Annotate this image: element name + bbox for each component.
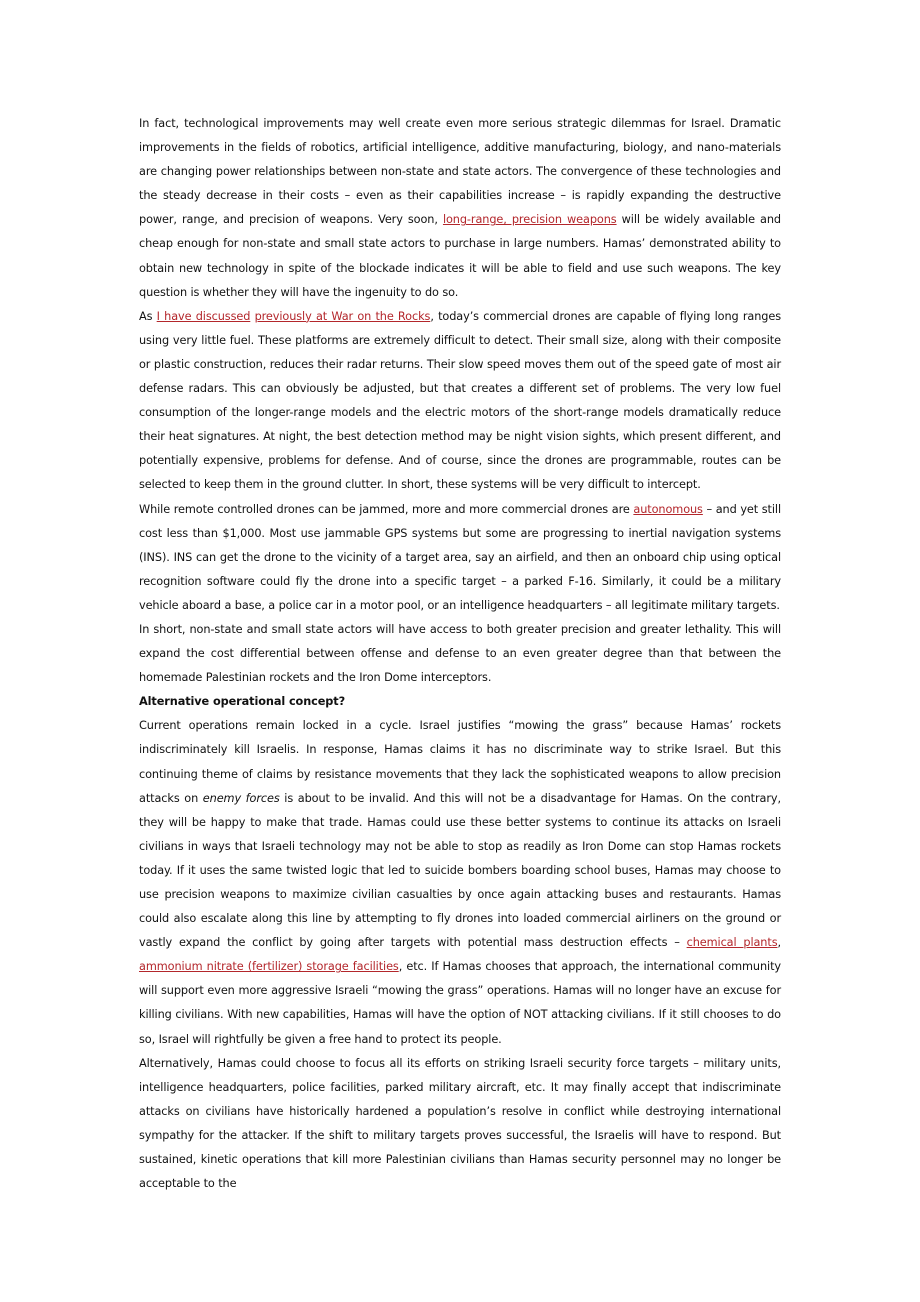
link-i-have-discussed[interactable]: I have discussed (156, 309, 251, 323)
paragraph-operations-cycle (139, 714, 781, 1051)
paragraph-text: , etc. If Hamas chooses that approach, the international community will support even more aggressive Israeli “mowing the grass” operations. Hamas will no longer have an excuse for killing civilians. With new capabilities, Hamas will have the option of NOT attacking civilians. If it still chooses to do so, Israel will rightfully be given a free hand to protect its people. (139, 960, 781, 1046)
paragraph-commercial-drones (139, 305, 781, 498)
paragraph-technology-dilemmas (139, 112, 781, 305)
link-war-on-the-rocks[interactable]: previously at War on the Rocks (254, 309, 431, 323)
paragraph-military-targets: Alternatively, Hamas could choose to focus all its efforts on striking Israeli security force targets – military units, intelligence headquarters, police facilities, parked military aircraft, etc. It may finally accept that indiscriminate attacks on civilians have historically hardened a population’s resolve in conflict while destroying international sympathy for the attacker. If the shift to military targets proves successful, the Israelis will have to respond. But sustained, kinetic operations that kill more Palestinian civilians than Hamas security personnel may no longer be acceptable to the (139, 1056, 781, 1191)
emphasis-enemy-forces: enemy forces (202, 791, 280, 805)
link-long-range-precision-weapons[interactable]: long-range, precision weapons (442, 213, 617, 227)
paragraph-text: is about to be invalid. And this will not be a disadvantage for Hamas. On the contrary, they will be happy to make that trade. Hamas could use these better systems to continue its attacks on Israeli civilians in ways that Israeli technology may not be able to stop as readily as Iron Dome can stop Hamas rockets today. If it uses the same twisted logic that led to suicide bombers boarding school buses, Hamas may choose to use precision weapons to maximize civilian casualties by once again attacking buses and restaurants. Hamas could also escalate along this line by attempting to fly drones into loaded commercial airliners on the ground or vastly expand the conflict by going after targets with potential mass destruction effects – (139, 791, 781, 950)
paragraph-text: Current operations remain locked in a cycle. Israel justifies “mowing the grass” because Hamas’ rockets indiscriminately kill Israelis. In response, Hamas claims it has no discriminate way to strike Israel. But this continuing theme of claims by resistance movements that they lack the sophisticated weapons to allow precision attacks on (139, 719, 781, 805)
paragraph-greater-lethality: In short, non-state and small state actors will have access to both greater precision and greater lethality. This will expand the cost differential between offense and defense to an even greater degree than that between the homemade Palestinian rockets and the Iron Dome interceptors. (139, 622, 781, 685)
paragraph-autonomous-drones (139, 498, 781, 618)
paragraph-text: While remote controlled drones can be jammed, more and more commercial drones are (139, 502, 634, 516)
paragraph-text: , (777, 936, 781, 950)
link-ammonium-nitrate-storage[interactable]: ammonium nitrate (fertilizer) storage facilities (139, 960, 399, 974)
link-autonomous[interactable]: autonomous (633, 502, 703, 516)
paragraph-text: – and yet still cost less than $1,000. Most use jammable GPS systems but some are progressing to inertial navigation systems (INS). INS can get the drone to the vicinity of a target area, say an airfield, and then an onboard chip using optical recognition software could fly the drone into a specific target – a parked F-16. Similarly, it could be a military vehicle aboard a base, a police car in a motor pool, or an intelligence headquarters – all legitimate military targets. (139, 502, 781, 612)
paragraph-text: , today’s commercial drones are capable of flying long ranges using very little fuel. These platforms are extremely difficult to detect. Their small size, along with their composite or plastic construction, reduces their radar returns. Their slow speed moves them out of the speed gate of most air defense radars. This can obviously be adjusted, but that creates a different set of problems. The very low fuel consumption of the longer-range models and the electric motors of the short-range models dramatically reduce their heat signatures. At night, the best detection method may be night vision sights, which present different, and potentially expensive, problems for defense. And of course, since the drones are programmable, routes can be selected to keep them in the ground clutter. In short, these systems will be very difficult to intercept. (139, 309, 781, 492)
paragraph-text: will be widely available and cheap enough for non-state and small state actors to purchase in large numbers. Hamas’ demonstrated ability to obtain new technology in spite of the blockade indicates it will be able to field and use such weapons. The key question is whether they will have the ingenuity to do so. (139, 213, 781, 299)
link-chemical-plants[interactable]: chemical plants (686, 936, 778, 950)
section-heading: Alternative operational concept? (139, 695, 346, 709)
document-body (139, 112, 781, 1196)
paragraph-text: In fact, technological improvements may well create even more serious strategic dilemmas for Israel. Dramatic improvements in the fields of robotics, artificial intelligence, additive manufacturing, biology, and nano-materials are changing power relationships between non-state and state actors. The convergence of these technologies and the steady decrease in their costs – even as their capabilities increase – is rapidly expanding the destructive power, range, and precision of weapons. Very soon, (139, 117, 781, 227)
paragraph-text: As (139, 309, 157, 323)
